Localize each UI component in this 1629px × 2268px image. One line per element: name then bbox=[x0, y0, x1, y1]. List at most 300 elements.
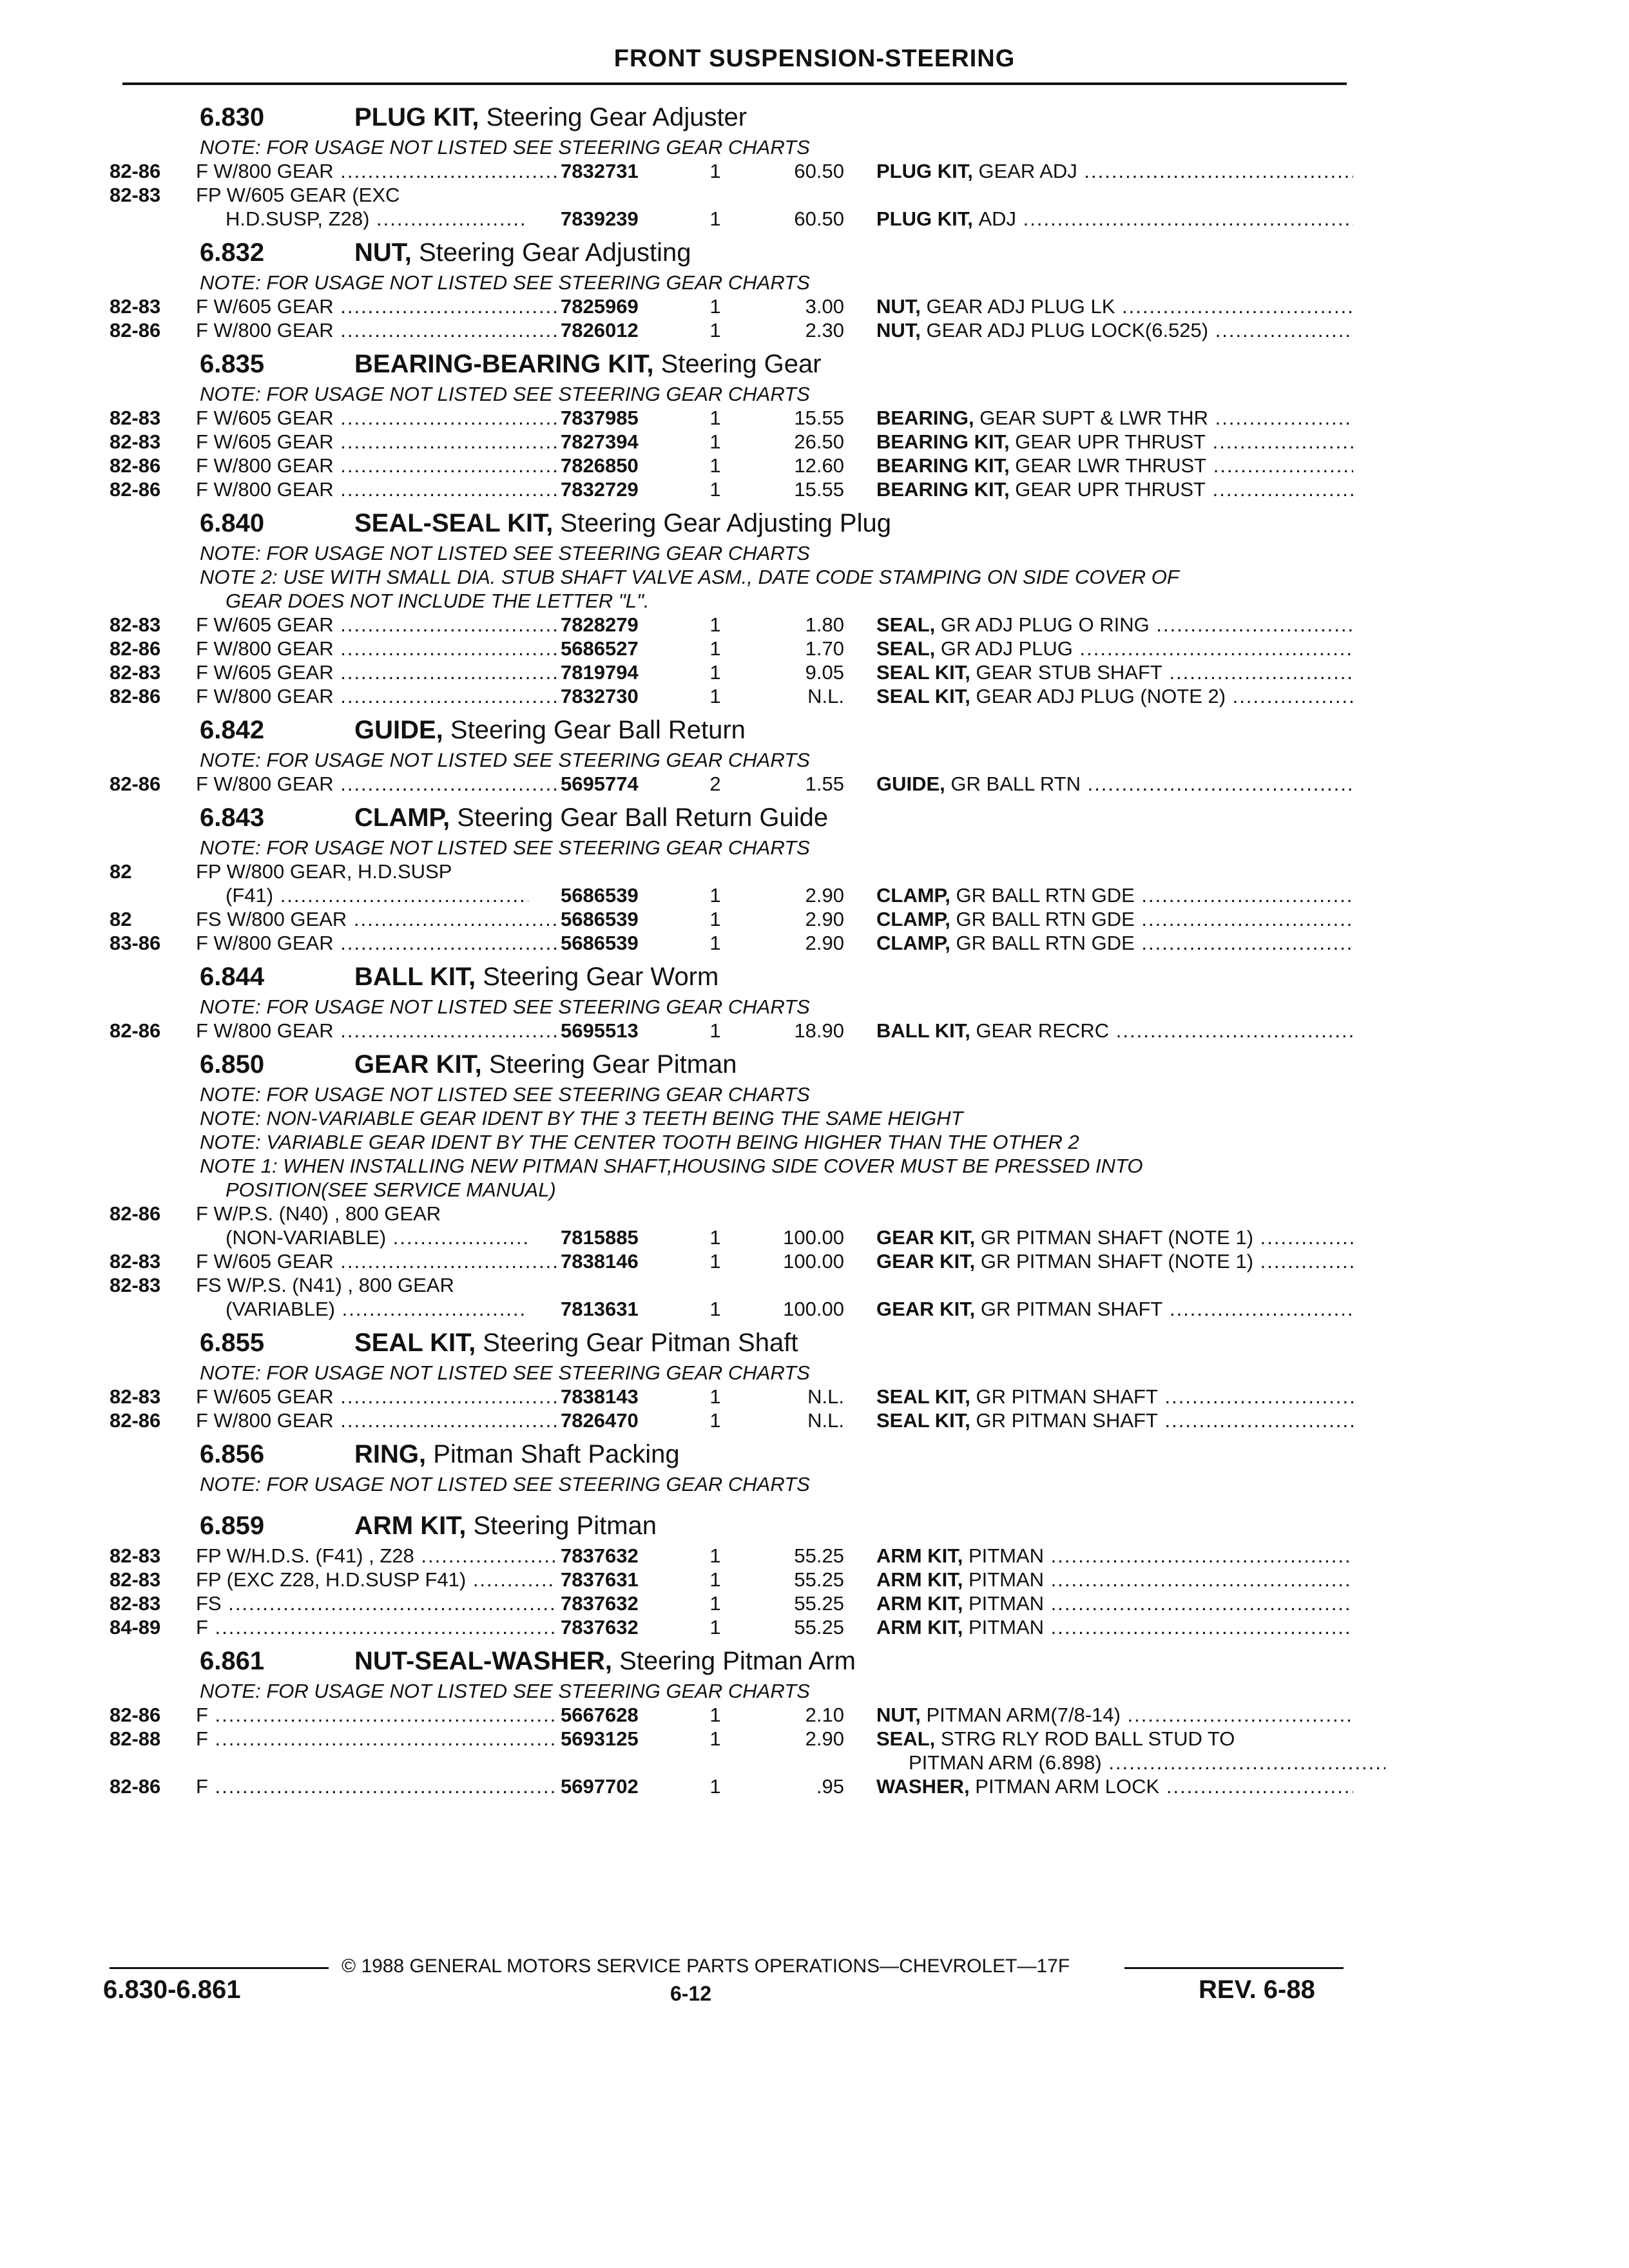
section-title bbox=[354, 1647, 856, 1676]
model-years: 82-83 bbox=[110, 184, 161, 206]
description bbox=[876, 660, 1353, 684]
model-years: 82-86 bbox=[110, 1409, 161, 1432]
section-name: NUT, bbox=[354, 238, 412, 267]
description bbox=[876, 159, 1353, 183]
table-row bbox=[110, 637, 1347, 660]
table-row bbox=[110, 883, 1347, 907]
description-text: GEAR LWR THRUST ..... bbox=[1015, 454, 1353, 477]
description bbox=[876, 1297, 1353, 1321]
model-years: 82-83 bbox=[110, 1544, 161, 1567]
application: F W/605 GEAR ..... bbox=[196, 294, 557, 318]
quantity: 1 bbox=[709, 908, 721, 930]
description-name: ARM KIT, bbox=[876, 1616, 969, 1639]
application: (NON-VARIABLE) ..... bbox=[226, 1225, 528, 1249]
page-title: FRONT SUSPENSION-STEERING bbox=[613, 45, 1016, 72]
description bbox=[876, 430, 1353, 454]
description bbox=[909, 1751, 1385, 1774]
description-name: BEARING KIT, bbox=[876, 478, 1016, 501]
usage-note: NOTE: FOR USAGE NOT LISTED SEE STEERING GEAR CHARTS bbox=[200, 836, 810, 859]
section-number: 6.859 bbox=[200, 1512, 265, 1540]
part-number: 7838143 bbox=[561, 1385, 639, 1408]
section-heading bbox=[110, 99, 1347, 135]
section-subtitle: Steering Gear Adjusting bbox=[411, 238, 691, 267]
application: (VARIABLE) ..... bbox=[226, 1297, 528, 1321]
description-text: GR PITMAN SHAFT ..... bbox=[981, 1298, 1353, 1320]
table-row bbox=[110, 1544, 1347, 1568]
price: N.L. bbox=[807, 1385, 844, 1408]
part-number: 7827394 bbox=[561, 430, 639, 453]
section-name: BALL KIT, bbox=[354, 963, 476, 991]
section-title bbox=[354, 1329, 798, 1358]
quantity: 1 bbox=[709, 407, 721, 429]
application: F W/P.S. (N40) , 800 GEAR bbox=[196, 1202, 441, 1225]
price: 100.00 bbox=[783, 1250, 844, 1273]
quantity: 1 bbox=[709, 295, 721, 318]
price: 18.90 bbox=[794, 1019, 844, 1042]
part-number: 5686539 bbox=[561, 884, 639, 907]
section-name: RING, bbox=[354, 1440, 427, 1468]
model-years: 82 bbox=[110, 908, 132, 930]
table-row bbox=[110, 1297, 1347, 1321]
model-years: 82-83 bbox=[110, 295, 161, 318]
quantity: 1 bbox=[709, 1409, 721, 1432]
footer-copyright: © 1988 GENERAL MOTORS SERVICE PARTS OPERATIONS—CHEVROLET—17F bbox=[342, 1956, 1070, 1977]
part-number: 5695513 bbox=[561, 1019, 639, 1042]
application: F W/800 GEAR ..... bbox=[196, 931, 557, 955]
description-name: SEAL KIT, bbox=[876, 1385, 976, 1408]
application: FP (EXC Z28, H.D.SUSP F41) ..... bbox=[196, 1568, 557, 1591]
model-years: 82-83 bbox=[110, 661, 161, 684]
section-title bbox=[354, 803, 828, 832]
description bbox=[876, 1408, 1353, 1432]
usage-note: NOTE: FOR USAGE NOT LISTED SEE STEERING GEAR CHARTS bbox=[200, 542, 810, 564]
quantity: 1 bbox=[709, 1616, 721, 1639]
model-years: 82-83 bbox=[110, 430, 161, 453]
section-title bbox=[354, 716, 746, 745]
model-years: 82-83 bbox=[110, 1385, 161, 1408]
table-row bbox=[110, 294, 1347, 318]
description-text: GEAR UPR THRUST ..... bbox=[1015, 430, 1353, 453]
model-years: 82-83 bbox=[110, 1568, 161, 1591]
description bbox=[876, 684, 1353, 708]
price: 3.00 bbox=[805, 295, 844, 318]
application: F W/800 GEAR ..... bbox=[196, 1019, 557, 1043]
section-title bbox=[354, 1050, 737, 1079]
price: N.L. bbox=[807, 685, 844, 707]
section-heading bbox=[110, 800, 1347, 836]
table-row bbox=[110, 1774, 1347, 1798]
model-years: 84-89 bbox=[110, 1616, 161, 1639]
part-number: 5686527 bbox=[561, 637, 639, 660]
description bbox=[876, 637, 1353, 660]
application: F W/605 GEAR ..... bbox=[196, 406, 557, 430]
footer-rule-left bbox=[110, 1967, 329, 1969]
usage-note: NOTE: FOR USAGE NOT LISTED SEE STEERING GEAR CHARTS bbox=[200, 995, 810, 1018]
description-text: ADJ ..... bbox=[978, 207, 1353, 230]
quantity: 1 bbox=[709, 1544, 721, 1567]
section-6-835 bbox=[110, 346, 1347, 501]
description-text: GR BALL RTN GDE ..... bbox=[956, 932, 1353, 954]
section-subtitle: Steering Gear Adjuster bbox=[479, 103, 747, 131]
usage-note: NOTE 2: USE WITH SMALL DIA. STUB SHAFT VALVE ASM., DATE CODE STAMPING ON SIDE COVER OF bbox=[200, 566, 1179, 588]
description bbox=[876, 1615, 1353, 1639]
description bbox=[876, 1544, 1353, 1568]
table-row bbox=[110, 207, 1347, 231]
footer-page-number: 6-12 bbox=[670, 1982, 712, 2005]
quantity: 1 bbox=[709, 1019, 721, 1042]
section-heading bbox=[110, 235, 1347, 271]
quantity: 1 bbox=[709, 454, 721, 477]
price: 100.00 bbox=[783, 1298, 844, 1320]
model-years: 82-86 bbox=[110, 319, 161, 341]
table-row bbox=[110, 318, 1347, 342]
table-row bbox=[110, 454, 1347, 477]
footer-revision: REV. 6-88 bbox=[1199, 1975, 1315, 2004]
model-years: 82-86 bbox=[110, 160, 161, 182]
section-subtitle: Steering Gear Worm bbox=[476, 963, 719, 991]
model-years: 82-86 bbox=[110, 1704, 161, 1726]
model-years: 82-83 bbox=[110, 1250, 161, 1273]
table-row bbox=[110, 1751, 1347, 1774]
section-title bbox=[354, 238, 691, 267]
quantity: 1 bbox=[709, 1592, 721, 1615]
description bbox=[876, 207, 1353, 231]
table-row bbox=[110, 1615, 1347, 1639]
part-number: 5697702 bbox=[561, 1775, 639, 1798]
application: FS W/800 GEAR ..... bbox=[196, 907, 557, 931]
table-row bbox=[110, 1202, 1347, 1225]
description-name: NUT, bbox=[876, 1704, 927, 1726]
section-subtitle: Pitman Shaft Packing bbox=[426, 1440, 680, 1468]
description-name: SEAL KIT, bbox=[876, 685, 976, 707]
description bbox=[876, 454, 1353, 477]
description-name: ARM KIT, bbox=[876, 1544, 969, 1567]
model-years: 82-88 bbox=[110, 1727, 161, 1750]
description-text: PITMAN ARM (6.898) ..... bbox=[909, 1751, 1385, 1774]
description-name: SEAL, bbox=[876, 613, 941, 636]
section-number: 6.861 bbox=[200, 1647, 265, 1675]
part-number: 7813631 bbox=[561, 1298, 639, 1320]
model-years: 82-83 bbox=[110, 407, 161, 429]
part-number: 7837632 bbox=[561, 1616, 639, 1639]
part-number: 5686539 bbox=[561, 908, 639, 930]
section-subtitle: Steering Pitman Arm bbox=[612, 1647, 856, 1675]
description bbox=[876, 772, 1353, 796]
quantity: 1 bbox=[709, 1704, 721, 1726]
quantity: 1 bbox=[709, 1775, 721, 1798]
description-text: GR ADJ PLUG ..... bbox=[941, 637, 1353, 660]
application: F W/605 GEAR ..... bbox=[196, 1249, 557, 1273]
table-row bbox=[110, 183, 1347, 207]
part-number: 7819794 bbox=[561, 661, 639, 684]
application: F ..... bbox=[196, 1727, 557, 1751]
part-number: 7832730 bbox=[561, 685, 639, 707]
section-name: BEARING-BEARING KIT, bbox=[354, 350, 654, 378]
model-years: 82-86 bbox=[110, 773, 161, 795]
footer-section-range: 6.830-6.861 bbox=[103, 1975, 241, 2004]
section-6-844 bbox=[110, 959, 1347, 1043]
description-name: GUIDE, bbox=[876, 773, 951, 795]
quantity: 1 bbox=[709, 207, 721, 230]
description-text: GR PITMAN SHAFT (NOTE 1) ..... bbox=[981, 1226, 1353, 1249]
price: 15.55 bbox=[794, 478, 844, 501]
section-number: 6.835 bbox=[200, 350, 265, 378]
description-text: GEAR STUB SHAFT ..... bbox=[976, 661, 1353, 684]
part-number: 5686539 bbox=[561, 932, 639, 954]
part-number: 7832731 bbox=[561, 160, 639, 182]
description-text: STRG RLY ROD BALL STUD TO bbox=[940, 1727, 1235, 1750]
quantity: 1 bbox=[709, 478, 721, 501]
section-number: 6.830 bbox=[200, 103, 265, 131]
description bbox=[876, 1225, 1353, 1249]
quantity: 1 bbox=[709, 613, 721, 636]
usage-note: NOTE: FOR USAGE NOT LISTED SEE STEERING GEAR CHARTS bbox=[200, 1083, 810, 1106]
description bbox=[876, 1019, 1353, 1043]
table-row bbox=[110, 931, 1347, 955]
section-number: 6.856 bbox=[200, 1440, 265, 1468]
section-6-855 bbox=[110, 1325, 1347, 1432]
section-title bbox=[354, 350, 822, 379]
part-number: 7828279 bbox=[561, 613, 639, 636]
price: 2.30 bbox=[805, 319, 844, 341]
part-number: 7826012 bbox=[561, 319, 639, 341]
section-6-840 bbox=[110, 505, 1347, 708]
section-title bbox=[354, 963, 718, 992]
description bbox=[876, 1727, 1353, 1751]
description bbox=[876, 613, 1353, 637]
part-number: 7826850 bbox=[561, 454, 639, 477]
description bbox=[876, 477, 1353, 501]
part-number: 5695774 bbox=[561, 773, 639, 795]
description-text: PITMAN ARM LOCK ..... bbox=[975, 1775, 1353, 1798]
part-number: 7839239 bbox=[561, 207, 639, 230]
model-years: 82-86 bbox=[110, 478, 161, 501]
usage-note: NOTE 1: WHEN INSTALLING NEW PITMAN SHAFT,HOUSING SIDE COVER MUST BE PRESSED INTO bbox=[200, 1155, 1143, 1177]
table-row bbox=[110, 1019, 1347, 1043]
description bbox=[876, 318, 1353, 342]
description-text: GEAR ADJ PLUG LOCK(6.525) ..... bbox=[927, 319, 1354, 341]
price: 26.50 bbox=[794, 430, 844, 453]
table-row bbox=[110, 430, 1347, 454]
application: F W/800 GEAR ..... bbox=[196, 454, 557, 477]
description bbox=[876, 1703, 1353, 1727]
section-6-856 bbox=[110, 1436, 1347, 1496]
application: F W/605 GEAR ..... bbox=[196, 1385, 557, 1408]
description-text: GEAR RECRC ..... bbox=[976, 1019, 1353, 1042]
section-subtitle: Steering Gear Ball Return bbox=[443, 716, 746, 744]
model-years: 82-83 bbox=[110, 613, 161, 636]
description-text: GR ADJ PLUG O RING ..... bbox=[941, 613, 1353, 636]
usage-note: NOTE: FOR USAGE NOT LISTED SEE STEERING GEAR CHARTS bbox=[200, 1473, 810, 1495]
description-name: SEAL KIT, bbox=[876, 1409, 976, 1432]
usage-note: NOTE: FOR USAGE NOT LISTED SEE STEERING GEAR CHARTS bbox=[200, 136, 810, 159]
description bbox=[876, 883, 1353, 907]
parts-list bbox=[110, 95, 1347, 1798]
section-number: 6.832 bbox=[200, 238, 265, 267]
description-name: CLAMP, bbox=[876, 884, 956, 907]
section-title bbox=[354, 1512, 657, 1541]
description-name: ARM KIT, bbox=[876, 1592, 969, 1615]
description-text: GR BALL RTN ..... bbox=[950, 773, 1353, 795]
application: FP W/605 GEAR (EXC bbox=[196, 184, 400, 206]
application: F W/605 GEAR ..... bbox=[196, 613, 557, 637]
section-subtitle: Steering Gear Pitman Shaft bbox=[476, 1329, 798, 1357]
description-name: BEARING KIT, bbox=[876, 454, 1016, 477]
usage-note: NOTE: NON-VARIABLE GEAR IDENT BY THE 3 TEETH BEING THE SAME HEIGHT bbox=[200, 1107, 963, 1129]
part-number: 7837985 bbox=[561, 407, 639, 429]
description-text: GR BALL RTN GDE ..... bbox=[956, 884, 1353, 907]
price: 12.60 bbox=[794, 454, 844, 477]
section-title bbox=[354, 509, 891, 538]
section-heading bbox=[110, 712, 1347, 748]
description-text: GR BALL RTN GDE ..... bbox=[956, 908, 1353, 930]
description-name: BEARING, bbox=[876, 407, 980, 429]
usage-note: NOTE: FOR USAGE NOT LISTED SEE STEERING GEAR CHARTS bbox=[200, 271, 810, 294]
description-name: GEAR KIT, bbox=[876, 1250, 981, 1273]
footer-rule-right bbox=[1124, 1967, 1344, 1969]
description bbox=[876, 1249, 1353, 1273]
model-years: 82-86 bbox=[110, 1019, 161, 1042]
application: H.D.SUSP, Z28) ..... bbox=[226, 207, 528, 231]
section-heading bbox=[110, 959, 1347, 995]
description-name: NUT, bbox=[876, 295, 927, 318]
quantity: 1 bbox=[709, 661, 721, 684]
description-name: BALL KIT, bbox=[876, 1019, 976, 1042]
section-heading bbox=[110, 1508, 1347, 1544]
section-subtitle: Steering Gear Adjusting Plug bbox=[553, 509, 891, 537]
section-name: GUIDE, bbox=[354, 716, 443, 744]
table-row bbox=[110, 159, 1347, 183]
description bbox=[876, 294, 1353, 318]
description-text: GEAR ADJ PLUG LK ..... bbox=[927, 295, 1354, 318]
description-text: GR PITMAN SHAFT ..... bbox=[976, 1385, 1353, 1408]
table-row bbox=[110, 477, 1347, 501]
table-row bbox=[110, 1703, 1347, 1727]
application: F W/605 GEAR ..... bbox=[196, 430, 557, 454]
quantity: 1 bbox=[709, 1727, 721, 1750]
description-text: PITMAN ..... bbox=[969, 1544, 1353, 1567]
part-number: 7837632 bbox=[561, 1544, 639, 1567]
section-number: 6.842 bbox=[200, 716, 265, 744]
section-number: 6.850 bbox=[200, 1050, 265, 1079]
part-number: 7838146 bbox=[561, 1250, 639, 1273]
model-years: 82-83 bbox=[110, 1592, 161, 1615]
price: 55.25 bbox=[794, 1568, 844, 1591]
section-name: PLUG KIT, bbox=[354, 103, 479, 131]
model-years: 82-86 bbox=[110, 1202, 161, 1225]
price: 55.25 bbox=[794, 1592, 844, 1615]
section-name: SEAL KIT, bbox=[354, 1329, 476, 1357]
description-text: PITMAN ..... bbox=[969, 1592, 1353, 1615]
quantity: 1 bbox=[709, 430, 721, 453]
table-row bbox=[110, 406, 1347, 430]
quantity: 1 bbox=[709, 1226, 721, 1249]
part-number: 5667628 bbox=[561, 1704, 639, 1726]
price: 2.90 bbox=[805, 1727, 844, 1750]
model-years: 82-86 bbox=[110, 1775, 161, 1798]
table-row bbox=[110, 1249, 1347, 1273]
price: 60.50 bbox=[794, 160, 844, 182]
description-name: PLUG KIT, bbox=[876, 160, 979, 182]
application: F W/800 GEAR ..... bbox=[196, 772, 557, 796]
usage-note: NOTE: FOR USAGE NOT LISTED SEE STEERING GEAR CHARTS bbox=[200, 383, 810, 405]
part-number: 7837631 bbox=[561, 1568, 639, 1591]
quantity: 2 bbox=[709, 773, 721, 795]
section-heading bbox=[110, 1643, 1347, 1679]
description-text: PITMAN ..... bbox=[969, 1616, 1353, 1639]
description bbox=[876, 1385, 1353, 1408]
price: 55.25 bbox=[794, 1616, 844, 1639]
price: 15.55 bbox=[794, 407, 844, 429]
description-text: GR PITMAN SHAFT ..... bbox=[976, 1409, 1353, 1432]
quantity: 1 bbox=[709, 932, 721, 954]
section-number: 6.843 bbox=[200, 803, 265, 832]
application: (F41) ..... bbox=[226, 883, 528, 907]
price: 55.25 bbox=[794, 1544, 844, 1567]
table-row bbox=[110, 1385, 1347, 1408]
section-6-832 bbox=[110, 235, 1347, 342]
price: 60.50 bbox=[794, 207, 844, 230]
section-6-842 bbox=[110, 712, 1347, 796]
section-name: NUT-SEAL-WASHER, bbox=[354, 1647, 612, 1675]
quantity: 1 bbox=[709, 160, 721, 182]
price: 1.55 bbox=[805, 773, 844, 795]
description bbox=[876, 1568, 1353, 1591]
description-name: CLAMP, bbox=[876, 932, 956, 954]
section-heading bbox=[110, 1436, 1347, 1472]
table-row bbox=[110, 684, 1347, 708]
quantity: 1 bbox=[709, 884, 721, 907]
section-subtitle: Steering Gear Pitman bbox=[481, 1050, 737, 1079]
table-row bbox=[110, 860, 1347, 883]
part-number: 7815885 bbox=[561, 1226, 639, 1249]
price: N.L. bbox=[807, 1409, 844, 1432]
quantity: 1 bbox=[709, 1298, 721, 1320]
quantity: 1 bbox=[709, 1568, 721, 1591]
description-name: SEAL KIT, bbox=[876, 661, 976, 684]
application: FS ..... bbox=[196, 1591, 557, 1615]
description-text: GEAR SUPT & LWR THR ..... bbox=[979, 407, 1353, 429]
description-text: GR PITMAN SHAFT (NOTE 1) ..... bbox=[981, 1250, 1353, 1273]
application: F W/800 GEAR ..... bbox=[196, 159, 557, 183]
usage-note: NOTE: FOR USAGE NOT LISTED SEE STEERING GEAR CHARTS bbox=[200, 749, 810, 771]
section-name: GEAR KIT, bbox=[354, 1050, 482, 1079]
price: 2.90 bbox=[805, 884, 844, 907]
application: F W/800 GEAR ..... bbox=[196, 477, 557, 501]
application: F ..... bbox=[196, 1774, 557, 1798]
section-heading bbox=[110, 346, 1347, 382]
quantity: 1 bbox=[709, 1385, 721, 1408]
table-row bbox=[110, 1591, 1347, 1615]
table-row bbox=[110, 1727, 1347, 1751]
section-title bbox=[354, 103, 747, 132]
model-years: 82-86 bbox=[110, 454, 161, 477]
price: 2.90 bbox=[805, 908, 844, 930]
part-number: 7825969 bbox=[561, 295, 639, 318]
price: 1.80 bbox=[805, 613, 844, 636]
section-name: SEAL-SEAL KIT, bbox=[354, 509, 554, 537]
application: F ..... bbox=[196, 1703, 557, 1727]
section-number: 6.840 bbox=[200, 509, 265, 537]
description-text: PITMAN ARM(7/8-14) ..... bbox=[927, 1704, 1354, 1726]
application: F ..... bbox=[196, 1615, 557, 1639]
header-rule bbox=[122, 82, 1347, 85]
section-title bbox=[354, 1440, 680, 1469]
price: 2.10 bbox=[805, 1704, 844, 1726]
application: F W/800 GEAR ..... bbox=[196, 1408, 557, 1432]
table-row bbox=[110, 1273, 1347, 1297]
section-subtitle: Steering Gear bbox=[653, 350, 822, 378]
